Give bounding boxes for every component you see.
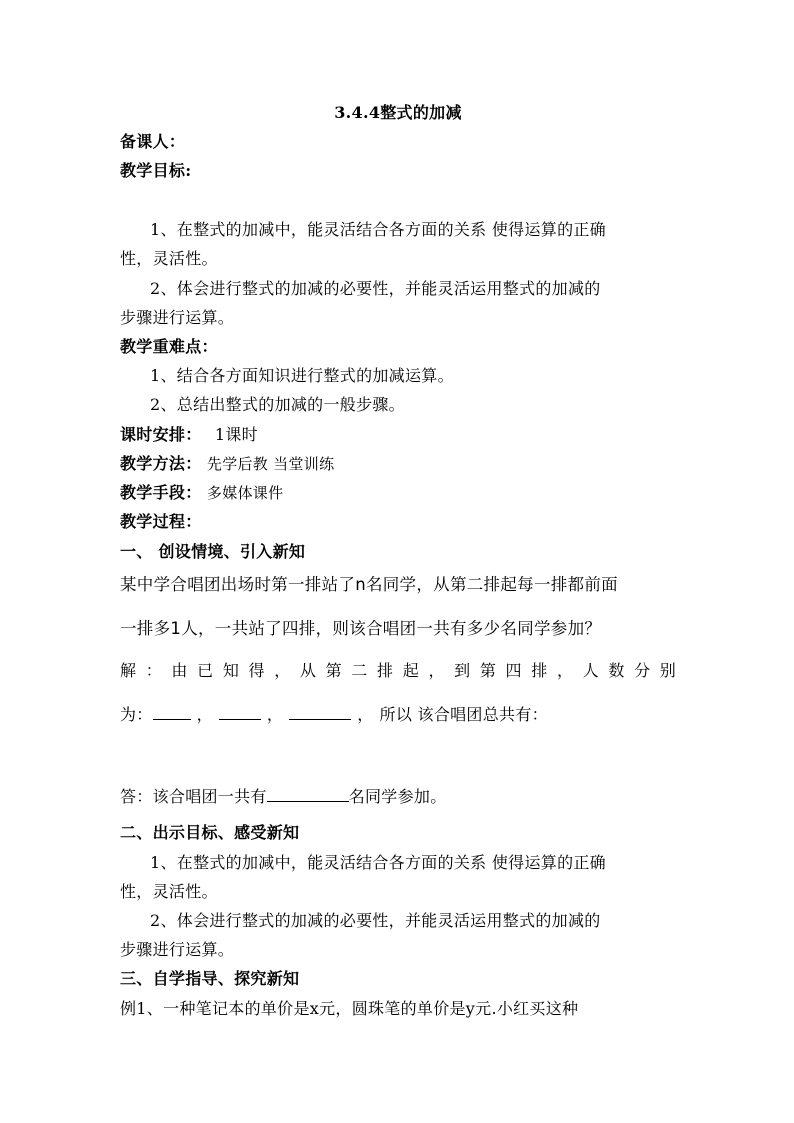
solution-char: 别 (659, 661, 676, 680)
solution-char: 四 (505, 661, 522, 680)
document-page (120, 0, 676, 1123)
solution-char: ， (428, 661, 445, 680)
objectives-heading: 教学目标: (120, 161, 192, 180)
objective-2-line2: 步骤进行运算。 (120, 308, 235, 327)
solution-line2 (120, 703, 548, 726)
prep-person-label: 备课人： (120, 132, 186, 151)
key-points-heading: 教学重难点： (120, 337, 218, 356)
blank-3[interactable] (289, 703, 351, 720)
solution-line2-suffix: 所以 该合唱团总共有： (379, 705, 548, 724)
schedule-label: 课时安排： (120, 425, 202, 444)
problem-line2: 一排多1人，一共站了四排，则该合唱团一共有多少名同学参加？ (120, 619, 602, 638)
section1-heading: 一、 创设情境、引入新知 (120, 542, 306, 561)
solution-char: 第 (325, 661, 342, 680)
solution-char: 排 (531, 661, 548, 680)
section2-obj2-line1: 2、体会进行整式的加减的必要性，并能灵活运用整式的加减的 (150, 911, 601, 930)
problem-line1: 某中学合唱团出场时第一排站了n名同学，从第二排起每一排都前面 (120, 575, 618, 594)
solution-char: 人 (582, 661, 599, 680)
answer-line (120, 785, 447, 808)
section2-obj2-line2: 步骤进行运算。 (120, 940, 235, 959)
document-title: 3.4.4整式的加减 (334, 103, 462, 122)
solution-separator: ， (357, 705, 374, 724)
method-value: 先学后教 当堂训练 (206, 455, 335, 473)
answer-prefix: 答：该合唱团一共有 (120, 787, 267, 806)
solution-char: 解 (120, 661, 137, 680)
solution-char: 第 (479, 661, 496, 680)
solution-char: 由 (171, 661, 188, 680)
example1-line1: 例1、一种笔记本的单价是x元，圆珠笔的单价是y元.小红买这种 (120, 999, 579, 1018)
section3-heading: 三、自学指导、探究新知 (120, 969, 300, 988)
solution-line2-prefix: 为： (120, 705, 153, 724)
solution-char: 已 (197, 661, 214, 680)
section2-heading: 二、出示目标、感受新知 (120, 823, 300, 842)
solution-char: ： (145, 661, 162, 680)
solution-char: ， (274, 661, 291, 680)
method-row (120, 453, 334, 475)
objective-2-line1: 2、体会进行整式的加减的必要性，并能灵活运用整式的加减的 (150, 279, 601, 298)
blank-1[interactable] (153, 703, 191, 720)
solution-char: 二 (351, 661, 368, 680)
solution-separator: ， (266, 705, 284, 724)
section2-obj1-line1: 1、在整式的加减中，能灵活结合各方面的关系 使得运算的正确 (150, 853, 606, 872)
solution-char: 排 (377, 661, 394, 680)
solution-char: 分 (634, 661, 651, 680)
solution-char: 从 (299, 661, 316, 680)
solution-separator: ， (196, 705, 213, 724)
means-label: 教学手段： (120, 483, 202, 502)
solution-char: 到 (454, 661, 471, 680)
key-point-1: 1、结合各方面知识进行整式的加减运算。 (150, 366, 454, 385)
means-value: 多媒体课件 (206, 484, 284, 502)
key-point-2: 2、总结出整式的加减的一般步骤。 (150, 395, 405, 414)
process-heading: 教学过程： (120, 512, 202, 531)
objective-1-line1: 1、在整式的加减中，能灵活结合各方面的关系 使得运算的正确 (150, 220, 606, 239)
method-label: 教学方法： (120, 454, 202, 473)
solution-char: ， (556, 661, 573, 680)
blank-2[interactable] (219, 703, 261, 720)
solution-char: 起 (402, 661, 419, 680)
objective-1-line2: 性，灵活性。 (120, 249, 218, 268)
schedule-row (120, 424, 258, 446)
section2-obj1-line2: 性，灵活性。 (120, 882, 218, 901)
solution-char: 得 (248, 661, 265, 680)
schedule-value: 1课时 (214, 425, 258, 444)
answer-blank[interactable] (267, 785, 349, 802)
solution-line1 (120, 660, 676, 682)
means-row (120, 482, 283, 504)
solution-char: 知 (222, 661, 239, 680)
solution-char: 数 (608, 661, 625, 680)
answer-suffix: 名同学参加。 (348, 787, 447, 806)
